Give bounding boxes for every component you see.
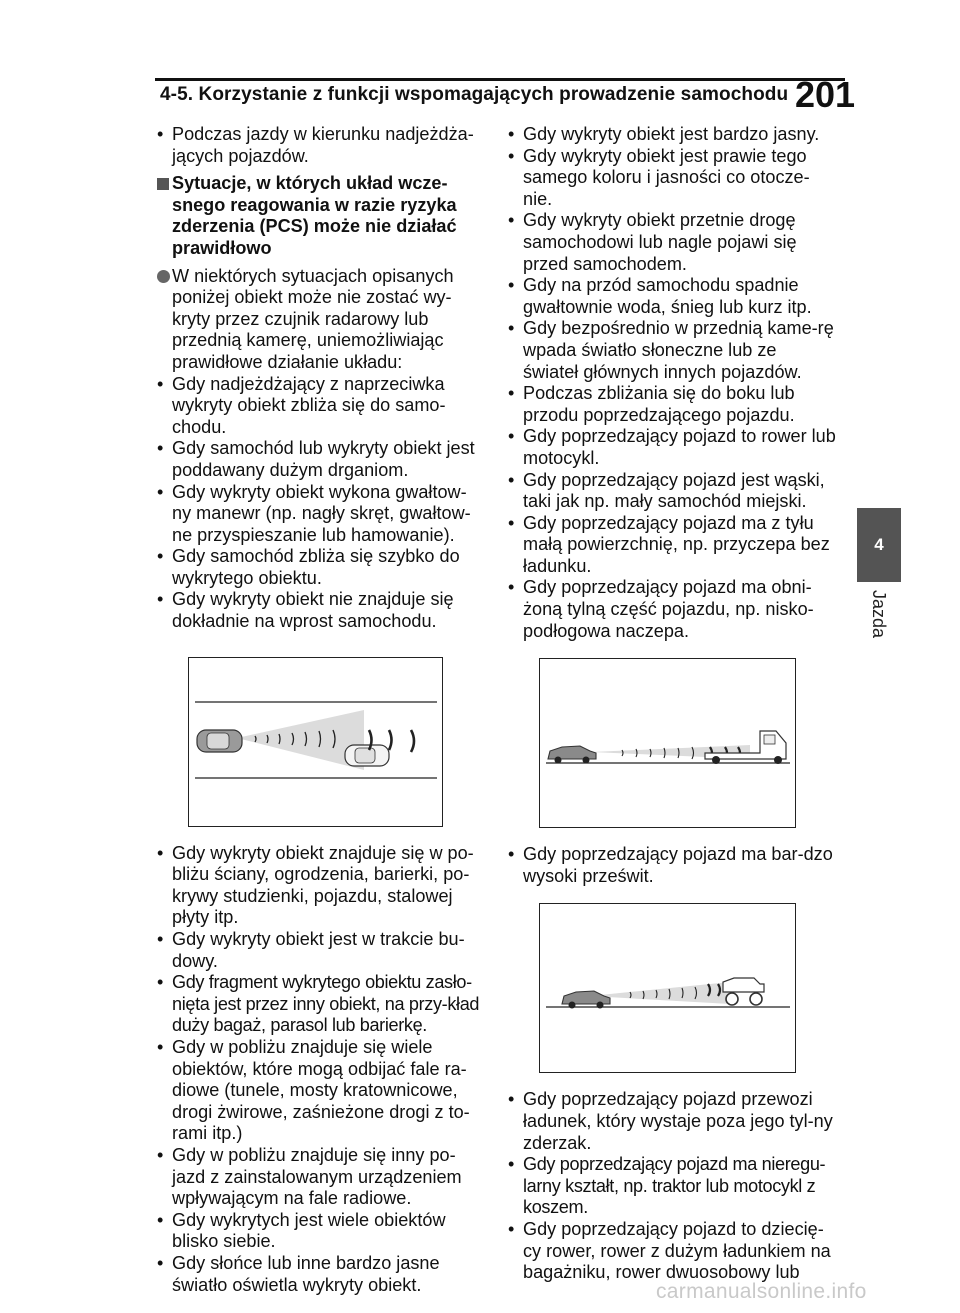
- own-car-icon: [548, 746, 596, 764]
- list-item: • Gdy wykryty obiekt nie znajduje się dokładnie na wprost samochodu.: [155, 589, 485, 632]
- list-item: • Gdy samochód zbliża się szybko do wykrytego obiektu.: [155, 546, 485, 589]
- list-item: • Gdy wykryty obiekt jest w trakcie bu-dowy.: [155, 929, 485, 972]
- list-item: • Podczas zbliżania się do boku lub przodu poprzedzającego pojazdu.: [506, 383, 836, 426]
- list-item: • Gdy poprzedzający pojazd to rower lub motocykl.: [506, 426, 836, 469]
- section-heading: Sytuacje, w których układ wcze-snego reagowania w razie ryzyka zderzenia (PCS) może nie działać prawidłowo: [155, 173, 485, 259]
- list-item: • Gdy poprzedzający pojazd przewozi ładunek, który wystaje poza jego tyl-ny zderzak.: [506, 1089, 836, 1154]
- list-item: • Gdy poprzedzający pojazd ma bar-dzo wysoki prześwit.: [506, 844, 836, 887]
- chapter-tab[interactable]: 4: [857, 508, 901, 582]
- list-item: • Podczas jazdy w kierunku nadjeżdża-jących pojazdów.: [155, 124, 485, 167]
- list-item: • Gdy poprzedzający pojazd ma nieregu-larny kształt, np. traktor lub motocykl z koszem.: [506, 1154, 836, 1219]
- list-item: • Gdy fragment wykrytego obiektu zasło-nięta jest przez inny obiekt, na przy-kład duży bagaż, parasol lub barierkę.: [155, 972, 485, 1037]
- list-item: • Gdy wykryty obiekt przetnie drogę samochodowi lub nagle pojawi się przed samochodem.: [506, 210, 836, 275]
- list-item: • Gdy bezpośrednio w przednią kame-rę wpada światło słoneczne lub ze świateł głównych innych pojazdów.: [506, 318, 836, 383]
- list-item: • Gdy poprzedzający pojazd ma obni-żoną tylną część pojazdu, np. nisko-podłogowa naczepa.: [506, 577, 836, 642]
- list-item: • Gdy w pobliżu znajduje się inny po-jazd z zainstalowanym urządzeniem wpływającym na fale radiowe.: [155, 1145, 485, 1210]
- chapter-label: Jazda: [869, 590, 889, 639]
- list-item: • Gdy poprzedzający pojazd to dziecię-cy rower, rower z dużym ładunkiem na bagażniku, rower dwuosobowy lub: [506, 1219, 836, 1284]
- list-item: • Gdy wykryty obiekt jest bardzo jasny.: [506, 124, 836, 146]
- right-column: [506, 124, 836, 1284]
- page-header-title: 4-5. Korzystanie z funkcji wspomagających prowadzenie samochodu: [160, 84, 789, 105]
- circle-paragraph: W niektórych sytuacjach opisanych poniżej obiekt może nie zostać wy-kryty przez czujnik radarowy lub przednią kamerę, uniemożliwiając prawidłowe działanie układu:: [155, 266, 485, 374]
- illustration-high-clearance: [539, 903, 796, 1073]
- high-clearance-vehicle-icon: [723, 978, 764, 1005]
- list-item: • Gdy wykrytych jest wiele obiektów blisko siebie.: [155, 1210, 485, 1253]
- header-rule: [155, 78, 845, 81]
- list-item: • Gdy w pobliżu znajduje się wiele obiektów, które mogą odbijać fale ra-diowe (tunele, mosty kratownicowe, drogi żwirowe, zaśnieżone drogi z to-rami itp.): [155, 1037, 485, 1145]
- own-car-icon: [197, 730, 242, 752]
- list-item: • Gdy nadjeżdżający z naprzeciwka wykryty obiekt zbliża się do samo-chodu.: [155, 374, 485, 439]
- list-item: • Gdy poprzedzający pojazd ma z tyłu małą powierzchnię, np. przyczepa bez ładunku.: [506, 513, 836, 578]
- watermark: carmanualsonline.info: [656, 1280, 867, 1303]
- page-number: 201: [795, 74, 856, 115]
- own-car-icon: [562, 991, 610, 1009]
- list-item: • Gdy wykryty obiekt znajduje się w po-bliżu ściany, ogrodzenia, barierki, po-krywy studzienki, pojazdu, stalowej płyty itp.: [155, 843, 485, 929]
- list-item: • Gdy poprzedzający pojazd jest wąski, taki jak np. mały samochód miejski.: [506, 470, 836, 513]
- list-item: • Gdy wykryty obiekt jest prawie tego samego koloru i jasności co otocze-nie.: [506, 146, 836, 211]
- list-item: • Gdy samochód lub wykryty obiekt jest poddawany dużym drganiom.: [155, 438, 485, 481]
- list-item: • Gdy wykryty obiekt wykona gwałtow-ny manewr (np. nagły skręt, gwałtow-ne przyspieszanie lub hamowanie).: [155, 482, 485, 547]
- list-item: • Gdy słońce lub inne bardzo jasne światło oświetla wykryty obiekt.: [155, 1253, 485, 1296]
- oncoming-car-icon: [345, 745, 389, 766]
- left-column: [155, 124, 485, 1296]
- illustration-oncoming-car: [188, 657, 443, 827]
- illustration-truck: [539, 658, 796, 828]
- list-item: • Gdy na przód samochodu spadnie gwałtownie woda, śnieg lub kurz itp.: [506, 275, 836, 318]
